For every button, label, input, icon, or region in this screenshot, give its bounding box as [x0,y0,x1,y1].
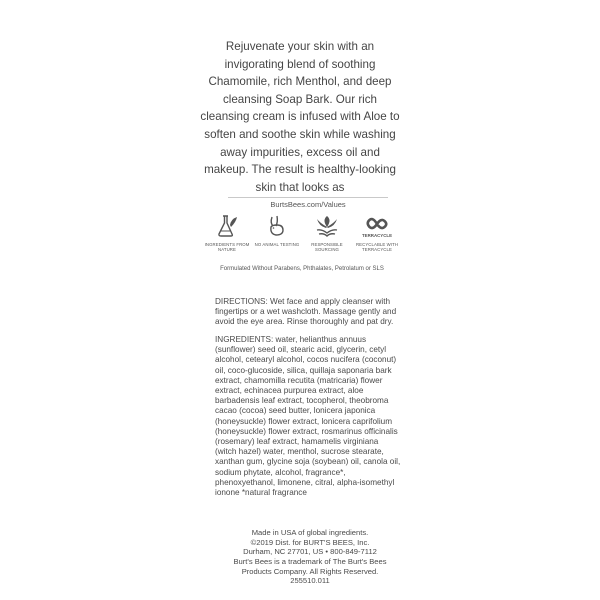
made-in-block [215,528,405,577]
directions-text: DIRECTIONS: Wet face and apply cleanser with fingertips or a wet washcloth. Massage gently and avoid the eye area. Rinse thoroughly and pat dry. [215,297,397,327]
rights-line: Products Company. All Rights Reserved. [241,566,379,576]
icon-label: NO ANIMAL TESTING [254,242,300,247]
formulated-without: Formulated Without Parabens, Phthalates, Petrolatum or SLS [220,266,384,272]
trademark-line: Burt's Bees is a trademark of The Burt's Bees [233,557,387,567]
icon-item-terracycle [353,213,401,263]
icon-item-responsible-sourcing [303,213,351,263]
flask-leaf-icon [214,213,240,239]
intro-text: Rejuvenate your skin with an invigorating blend of soothing Chamomile, rich Menthol, and deep cleansing Soap Bark. Our rich cleansing cream is infused with Aloe to soften and soothe skin while washing away impurities, excess oil and makeup. The result is healthy-looking skin that looks as [200,40,400,194]
made-in-line: Made in USA of global ingredients. [251,528,369,537]
terracycle-icon [361,213,393,239]
icon-label: RECYCLABLE WITH TERRACYCLE [355,242,399,252]
divider [228,197,388,198]
address-line: Durham, NC 27701, US • 800-849-7112 [243,547,377,557]
product-code: 255510.011 [290,576,330,585]
icon-item-ingredients-from-nature [203,213,251,263]
terracycle-badge: TERRACYCLE [361,233,393,238]
icon-label: INGREDIENTS FROM NATURE [204,242,250,252]
hands-leaf-icon [314,213,340,239]
values-icons [203,213,401,263]
icon-item-no-animal-testing [253,213,301,263]
values-url: BurtsBees.com/Values [270,200,346,209]
copyright-line: ©2019 Dist. for BURT'S BEES, Inc. [250,537,370,547]
bunny-icon [264,213,290,239]
icon-label: RESPONSIBLE SOURCING [311,242,343,252]
ingredients-text: INGREDIENTS: water, helianthus annuus (sunflower) seed oil, stearic acid, glycerin, cetyl alcohol, cetearyl alcohol, cocos nucifera (coconut) oil, coco-glucoside, silica, quillaja saponaria bark extract, chamomilla recutita (matricaria) flower extract, echinacea purpurea extract, aloe barbadensis leaf extract, tocopherol, theobroma cacao (cocoa) seed butter, lonicera japonica (honeysuckle) flower extract, lonicera caprifolium (honeysuckle) flower extract, rosmarinus officinalis (rosemary) leaf extract, hamamelis virginiana (witch hazel) water, menthol, sucrose stearate, xanthan gum, glycine soja (soybean) oil, canola oil, sodium phytate, alcohol, fragrance*, phenoxyethanol, limonene, citral, alpha-isomethyl ionone *natural fragrance [215,335,401,498]
